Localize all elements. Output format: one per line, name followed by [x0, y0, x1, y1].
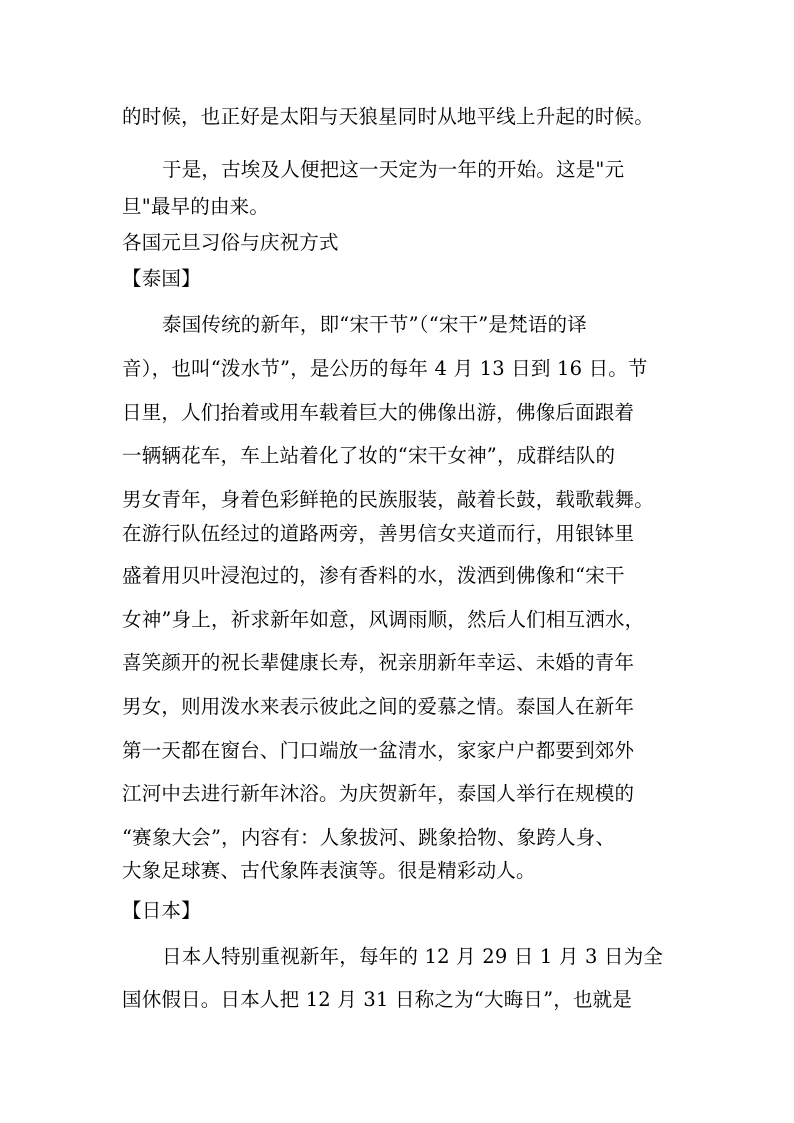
paragraph-line: 一辆辆花车，车上站着化了妆的“宋干女神”，成群结队的	[122, 444, 616, 467]
paragraph-line: 泰国传统的新年，即“宋干节”（“宋干”是梵语的译	[162, 313, 587, 336]
paragraph-line: 第一天都在窗台、门口端放一盆清水，家家户户都要到郊外	[122, 739, 635, 762]
country-heading-japan: 【日本】	[122, 899, 201, 922]
paragraph-line: 女神”身上，祈求新年如意，风调雨顺，然后人们相互洒水，	[122, 608, 645, 631]
paragraph-line: 旦"最早的由来。	[122, 195, 270, 218]
paragraph-line: 日里，人们抬着或用车载着巨大的佛像出游，佛像后面跟着	[122, 401, 635, 424]
paragraph-line: 国休假日。日本人把 12 月 31 日称之为“大晦日”，也就是	[122, 988, 633, 1011]
paragraph-line: 大象足球赛、古代象阵表演等。很是精彩动人。	[122, 859, 536, 882]
paragraph-line: “赛象大会”，内容有：人象拔河、跳象拾物、象跨人身、	[122, 826, 616, 849]
paragraph-line: 男女青年，身着色彩鲜艳的民族服装，敲着长鼓，载歌载舞。	[122, 488, 654, 511]
paragraph-line: 的时候，也正好是太阳与天狼星同时从地平线上升起的时候。	[122, 105, 654, 128]
paragraph-line: 江河中去进行新年沐浴。为庆贺新年，泰国人举行在规模的	[122, 782, 635, 805]
paragraph-line: 日本人特别重视新年，每年的 12 月 29 日 1 月 3 日为全	[162, 945, 664, 968]
country-heading-thailand: 【泰国】	[122, 267, 201, 290]
paragraph-line: 盛着用贝叶浸泡过的，渗有香料的水，泼洒到佛像和“宋干	[122, 564, 625, 587]
paragraph-line: 男女，则用泼水来表示彼此之间的爱慕之情。泰国人在新年	[122, 695, 635, 718]
paragraph-line: 喜笑颜开的祝长辈健康长寿，祝亲朋新年幸运、未婚的青年	[122, 651, 635, 674]
section-heading: 各国元旦习俗与庆祝方式	[122, 231, 339, 254]
paragraph-line: 于是，古埃及人便把这一天定为一年的开始。这是"元	[162, 158, 625, 181]
paragraph-line: 在游行队伍经过的道路两旁，善男信女夹道而行，用银钵里	[122, 522, 635, 545]
paragraph-line: 音），也叫“泼水节”，是公历的每年 4 月 13 日到 16 日。节	[122, 357, 648, 380]
